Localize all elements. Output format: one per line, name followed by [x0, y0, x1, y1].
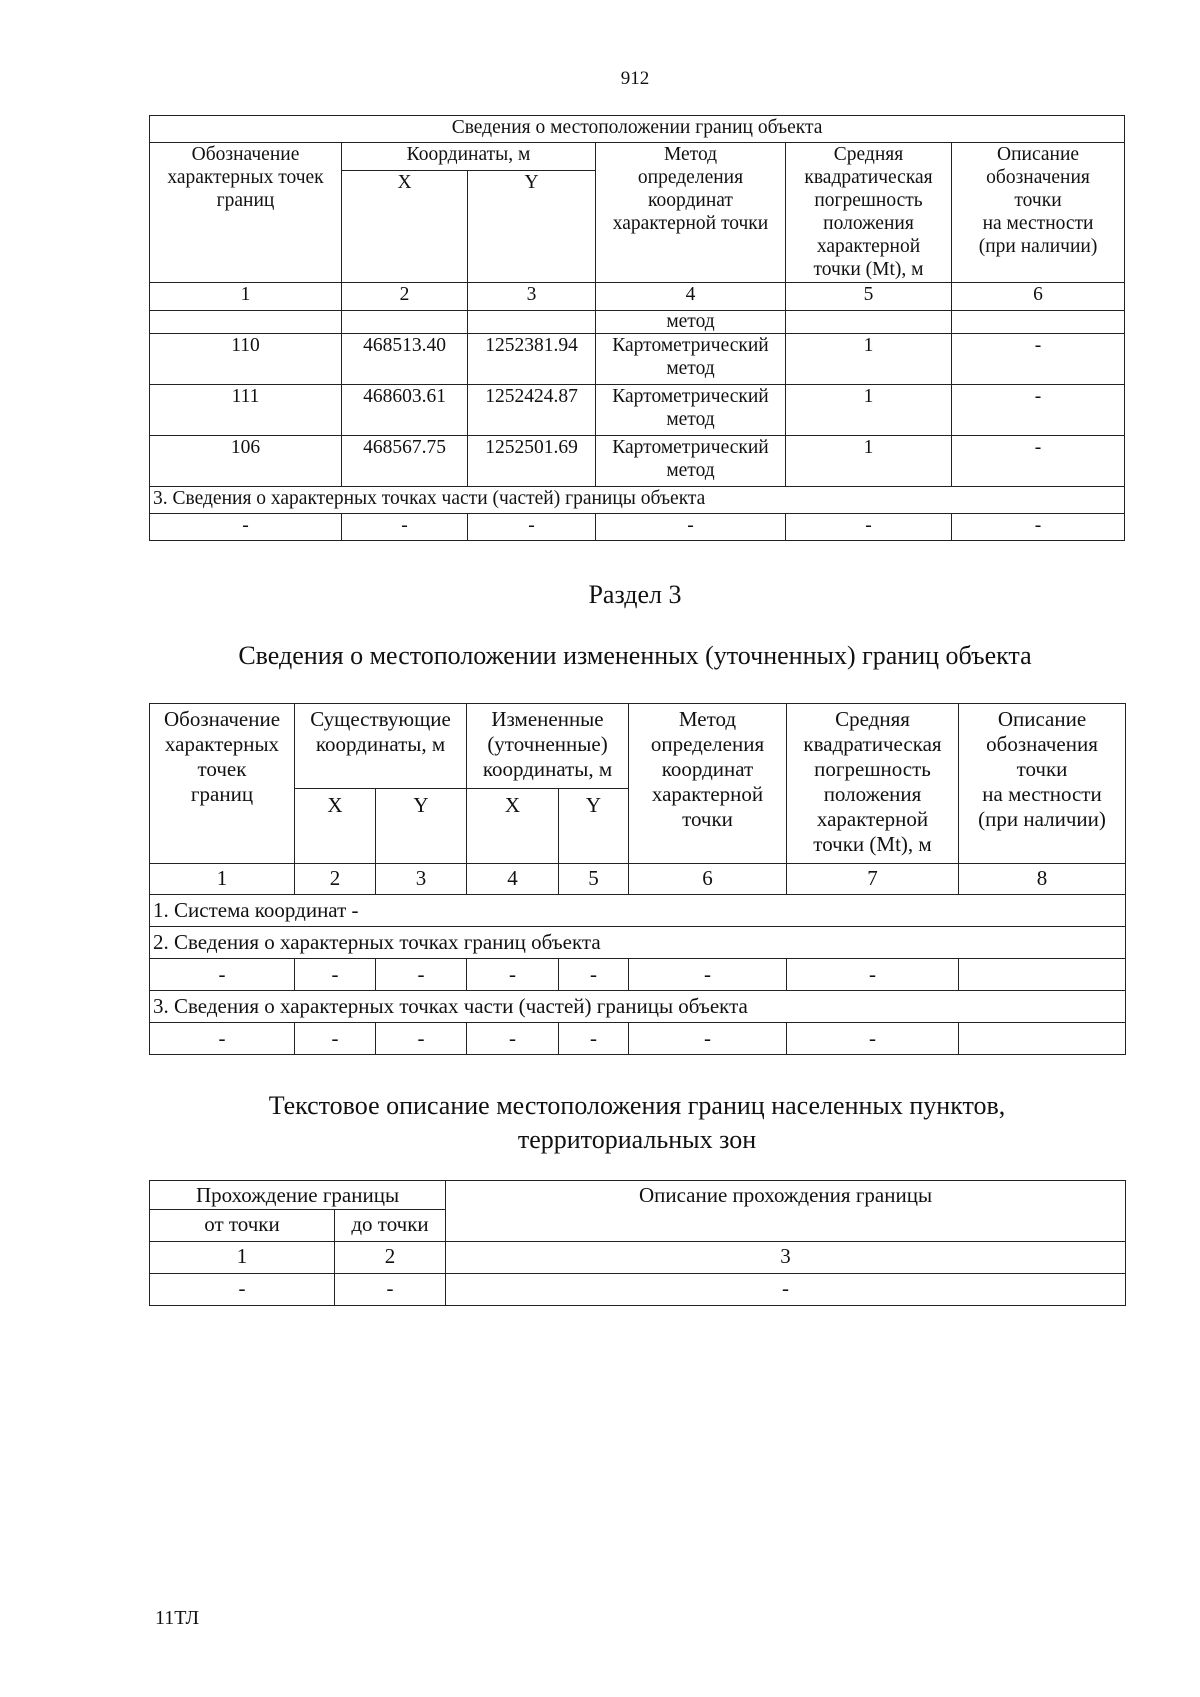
header-from-point: от точки: [150, 1210, 335, 1242]
empty-value: -: [150, 1023, 295, 1055]
header-error: Средняя квадратическая погрешность положения характерной точки (Mt), м: [786, 143, 952, 283]
method-cell: Картометрический метод: [596, 334, 786, 385]
column-number: 4: [467, 864, 559, 895]
header-passage: Прохождение границы: [150, 1181, 446, 1210]
empty-value: -: [376, 1023, 467, 1055]
parts-section-heading: 3. Сведения о характерных точках части (частей) границы объекта: [150, 487, 1125, 514]
table-row: [150, 514, 1125, 541]
changed-boundary-table: [149, 703, 1126, 1055]
column-number: 8: [959, 864, 1126, 895]
column-number: 1: [150, 1242, 335, 1274]
empty-value: -: [787, 1023, 959, 1055]
empty-value: -: [150, 1274, 335, 1306]
column-number: 1: [150, 283, 342, 311]
header-x: X: [467, 789, 559, 864]
header-y: Y: [559, 789, 629, 864]
section-title: Сведения о местоположении измененных (уточненных) границ объекта: [238, 641, 1032, 670]
empty-value: -: [150, 514, 342, 541]
column-number: 2: [295, 864, 376, 895]
coord-y: 1252424.87: [468, 385, 596, 436]
empty-value: [959, 1023, 1126, 1055]
column-number: 3: [446, 1242, 1126, 1274]
point-id: 111: [150, 385, 342, 436]
empty-value: -: [629, 959, 787, 991]
header-error: Средняя квадратическая погрешность положения характерной точки (Mt), м: [787, 704, 959, 864]
empty-value: -: [376, 959, 467, 991]
empty-value: -: [446, 1274, 1126, 1306]
column-number-row: [150, 864, 1126, 895]
page-number: 912: [620, 68, 650, 89]
coord-x: 468603.61: [342, 385, 468, 436]
empty-value: -: [295, 959, 376, 991]
method-cell: Картометрический метод: [596, 385, 786, 436]
table-row: [150, 334, 1125, 385]
column-number: 5: [786, 283, 952, 311]
error-cell: 1: [786, 334, 952, 385]
header-to-point: до точки: [335, 1210, 446, 1242]
coord-x: 468513.40: [342, 334, 468, 385]
header-y: Y: [468, 171, 596, 283]
header-description: Описание обозначения точки на местности (при наличии): [952, 143, 1125, 283]
empty-value: -: [786, 514, 952, 541]
column-number: 6: [629, 864, 787, 895]
empty-value: -: [342, 514, 468, 541]
column-number: 1: [150, 864, 295, 895]
boundary-points-heading: 2. Сведения о характерных точках границ объекта: [150, 927, 1126, 959]
table-row: [150, 385, 1125, 436]
empty-value: -: [596, 514, 786, 541]
column-number: 4: [596, 283, 786, 311]
table-row: [150, 1274, 1126, 1306]
empty-value: -: [629, 1023, 787, 1055]
empty-value: -: [787, 959, 959, 991]
table-row: [150, 1023, 1126, 1055]
header-passage-description: Описание прохождения границы: [446, 1181, 1126, 1242]
empty-value: -: [467, 959, 559, 991]
coordinate-system-heading: 1. Система координат -: [150, 895, 1126, 927]
header-description: Описание обозначения точки на местности (при наличии): [959, 704, 1126, 864]
method-cell: Картометрический метод: [596, 436, 786, 487]
empty-value: -: [335, 1274, 446, 1306]
column-number: 2: [342, 283, 468, 311]
header-designation: Обозначение характерных точек границ: [150, 143, 342, 283]
column-number: 2: [335, 1242, 446, 1274]
table-row: [150, 959, 1126, 991]
column-number: 6: [952, 283, 1125, 311]
coord-y: 1252501.69: [468, 436, 596, 487]
coord-x: 468567.75: [342, 436, 468, 487]
text-description-title-line: территориальных зон: [517, 1125, 757, 1154]
boundary-passage-table: [149, 1180, 1126, 1306]
error-cell: 1: [786, 436, 952, 487]
column-number-row: [150, 283, 1125, 311]
empty-value: -: [295, 1023, 376, 1055]
empty-value: [959, 959, 1126, 991]
empty-value: -: [559, 959, 629, 991]
column-number: 5: [559, 864, 629, 895]
empty-value: -: [952, 514, 1125, 541]
header-y: Y: [376, 789, 467, 864]
section-label: Раздел 3: [588, 580, 682, 609]
column-number: 7: [787, 864, 959, 895]
point-id: 110: [150, 334, 342, 385]
description-cell: -: [952, 436, 1125, 487]
footer-code: 11ТЛ: [155, 1607, 200, 1629]
table-row: [150, 311, 1125, 334]
method-cell: метод: [596, 311, 786, 334]
empty-value: -: [559, 1023, 629, 1055]
boundary-location-table: [149, 115, 1125, 541]
coord-y: 1252381.94: [468, 334, 596, 385]
header-existing-coordinates: Существующие координаты, м: [295, 704, 467, 789]
column-number: 3: [468, 283, 596, 311]
parts-section-heading: 3. Сведения о характерных точках части (частей) границы объекта: [150, 991, 1126, 1023]
empty-value: -: [468, 514, 596, 541]
text-description-title: [149, 1089, 1125, 1157]
column-number-row: [150, 1242, 1126, 1274]
header-designation: Обозначение характерных точек границ: [150, 704, 295, 864]
description-cell: -: [952, 334, 1125, 385]
header-method: Метод определения координат характерной точки: [596, 143, 786, 283]
column-number: 3: [376, 864, 467, 895]
text-description-title-line: Текстовое описание местоположения границ населенных пунктов,: [268, 1091, 1006, 1120]
point-id: 106: [150, 436, 342, 487]
table-row: [150, 436, 1125, 487]
empty-value: -: [467, 1023, 559, 1055]
header-x: X: [295, 789, 376, 864]
error-cell: 1: [786, 385, 952, 436]
header-x: X: [342, 171, 468, 283]
table1-title: Сведения о местоположении границ объекта: [150, 116, 1125, 143]
description-cell: -: [952, 385, 1125, 436]
header-method: Метод определения координат характерной точки: [629, 704, 787, 864]
header-changed-coordinates: Измененные (уточненные) координаты, м: [467, 704, 629, 789]
header-coordinates: Координаты, м: [342, 143, 596, 171]
empty-value: -: [150, 959, 295, 991]
